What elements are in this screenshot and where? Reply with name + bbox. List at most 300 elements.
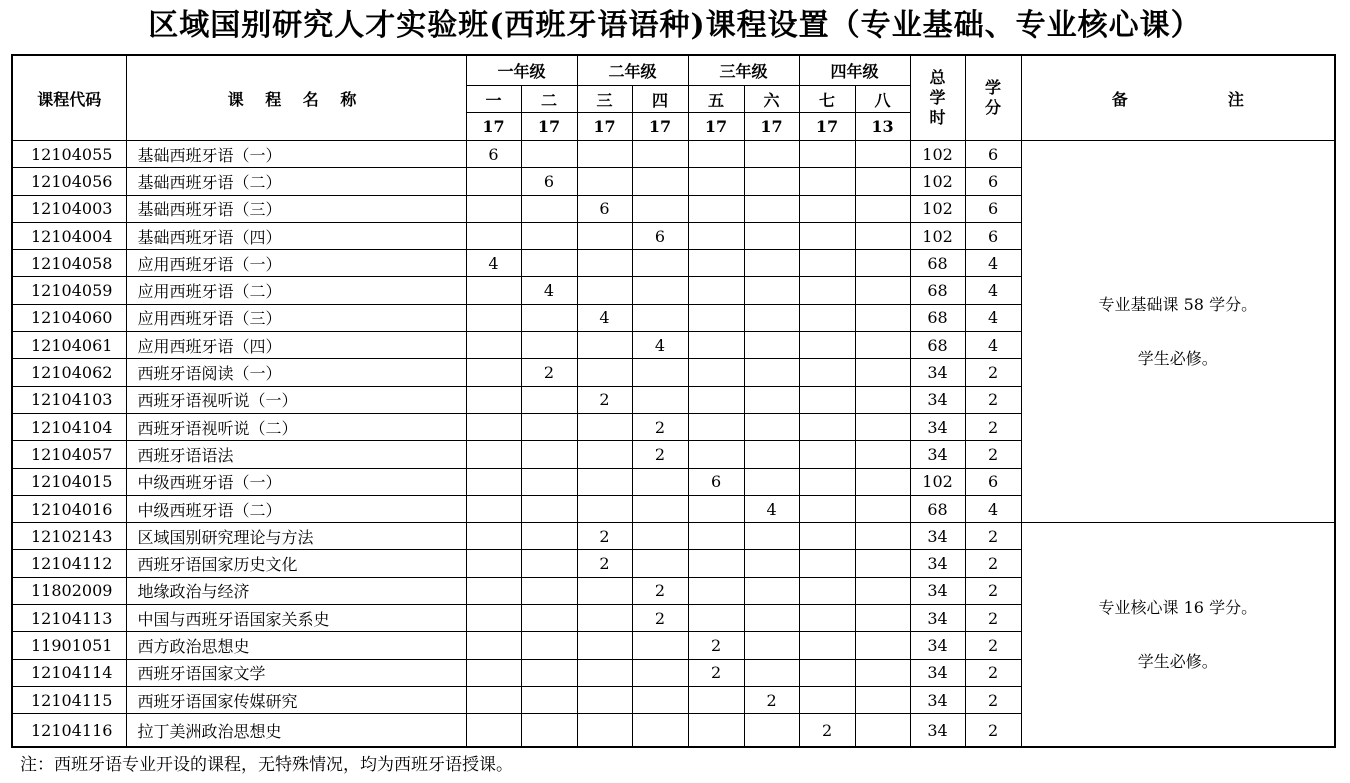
course-code: 11802009 xyxy=(12,577,126,604)
course-code: 12104016 xyxy=(12,495,126,522)
semester-hours-cell xyxy=(799,277,855,304)
course-code: 12104060 xyxy=(12,304,126,331)
credits-cell: 2 xyxy=(965,577,1021,604)
table-row xyxy=(12,141,1335,168)
course-code: 12104004 xyxy=(12,222,126,249)
total-hours-cell: 102 xyxy=(910,468,965,495)
header-course-code: 课程代码 xyxy=(12,55,126,141)
course-name: 西班牙语国家文学 xyxy=(126,659,466,686)
credits-cell: 4 xyxy=(965,250,1021,277)
course-code: 12104062 xyxy=(12,359,126,386)
header-semester: 七 xyxy=(799,86,855,113)
semester-hours-cell xyxy=(466,195,521,222)
semester-hours-cell: 4 xyxy=(577,304,632,331)
semester-hours-cell xyxy=(466,495,521,522)
semester-hours-cell xyxy=(466,686,521,713)
course-name: 西班牙语国家传媒研究 xyxy=(126,686,466,713)
header-weeks: 13 xyxy=(855,113,910,141)
semester-hours-cell xyxy=(688,523,744,550)
total-hours-cell: 34 xyxy=(910,386,965,413)
credits-cell: 2 xyxy=(965,714,1021,748)
semester-hours-cell xyxy=(632,714,688,748)
semester-hours-cell xyxy=(744,141,799,168)
semester-hours-cell xyxy=(855,141,910,168)
semester-hours-cell xyxy=(744,332,799,359)
semester-hours-cell xyxy=(688,277,744,304)
remark-basic-courses xyxy=(1021,141,1335,523)
header-credits-char: 分 xyxy=(985,98,1002,117)
remark-core-courses xyxy=(1021,523,1335,748)
semester-hours-cell xyxy=(744,195,799,222)
header-weeks: 17 xyxy=(466,113,521,141)
course-code: 11901051 xyxy=(12,632,126,659)
credits-cell: 2 xyxy=(965,632,1021,659)
semester-hours-cell xyxy=(632,659,688,686)
semester-hours-cell xyxy=(466,304,521,331)
semester-hours-cell xyxy=(521,195,577,222)
header-credits xyxy=(965,55,1021,141)
semester-hours-cell xyxy=(632,468,688,495)
total-hours-cell: 34 xyxy=(910,714,965,748)
course-name: 中级西班牙语（二） xyxy=(126,495,466,522)
course-name: 应用西班牙语（二） xyxy=(126,277,466,304)
credits-cell: 6 xyxy=(965,168,1021,195)
course-code: 12104115 xyxy=(12,686,126,713)
semester-hours-cell xyxy=(855,468,910,495)
total-hours-cell: 34 xyxy=(910,686,965,713)
semester-hours-cell xyxy=(521,141,577,168)
semester-hours-cell: 2 xyxy=(577,550,632,577)
course-name: 区域国别研究理论与方法 xyxy=(126,523,466,550)
semester-hours-cell: 4 xyxy=(744,495,799,522)
course-name: 应用西班牙语（四） xyxy=(126,332,466,359)
total-hours-cell: 34 xyxy=(910,413,965,440)
semester-hours-cell xyxy=(521,632,577,659)
semester-hours-cell xyxy=(521,495,577,522)
course-code: 12104003 xyxy=(12,195,126,222)
semester-hours-cell xyxy=(688,577,744,604)
semester-hours-cell xyxy=(855,577,910,604)
semester-hours-cell: 6 xyxy=(632,222,688,249)
credits-cell: 2 xyxy=(965,550,1021,577)
course-code: 12104104 xyxy=(12,413,126,440)
semester-hours-cell xyxy=(744,359,799,386)
semester-hours-cell: 2 xyxy=(577,386,632,413)
semester-hours-cell xyxy=(855,195,910,222)
semester-hours-cell xyxy=(466,359,521,386)
semester-hours-cell xyxy=(744,468,799,495)
remark-line: 学生必修。 xyxy=(1137,651,1218,671)
course-name: 基础西班牙语（四） xyxy=(126,222,466,249)
course-code: 12104055 xyxy=(12,141,126,168)
semester-hours-cell xyxy=(632,277,688,304)
semester-hours-cell: 2 xyxy=(632,413,688,440)
total-hours-cell: 34 xyxy=(910,659,965,686)
credits-cell: 2 xyxy=(965,413,1021,440)
semester-hours-cell xyxy=(688,195,744,222)
semester-hours-cell xyxy=(688,359,744,386)
semester-hours-cell xyxy=(855,413,910,440)
course-name: 基础西班牙语（一） xyxy=(126,141,466,168)
course-code: 12104113 xyxy=(12,605,126,632)
semester-hours-cell xyxy=(744,250,799,277)
semester-hours-cell: 2 xyxy=(688,659,744,686)
semester-hours-cell xyxy=(521,250,577,277)
credits-cell: 4 xyxy=(965,332,1021,359)
total-hours-cell: 68 xyxy=(910,250,965,277)
header-weeks: 17 xyxy=(632,113,688,141)
semester-hours-cell xyxy=(577,359,632,386)
header-year-1: 一年级 xyxy=(466,55,577,86)
semester-hours-cell: 2 xyxy=(688,632,744,659)
semester-hours-cell xyxy=(521,413,577,440)
header-year-2: 二年级 xyxy=(577,55,688,86)
credits-cell: 6 xyxy=(965,468,1021,495)
course-name: 中级西班牙语（一） xyxy=(126,468,466,495)
header-credits-char: 学 xyxy=(985,78,1002,97)
course-name: 西班牙语国家历史文化 xyxy=(126,550,466,577)
semester-hours-cell xyxy=(632,359,688,386)
semester-hours-cell xyxy=(688,550,744,577)
semester-hours-cell xyxy=(577,605,632,632)
credits-cell: 2 xyxy=(965,441,1021,468)
semester-hours-cell xyxy=(688,413,744,440)
header-semester: 二 xyxy=(521,86,577,113)
header-semester: 一 xyxy=(466,86,521,113)
semester-hours-cell xyxy=(521,468,577,495)
header-course-name xyxy=(126,55,466,141)
semester-hours-cell xyxy=(799,304,855,331)
semester-hours-cell xyxy=(799,659,855,686)
semester-hours-cell xyxy=(632,686,688,713)
semester-hours-cell xyxy=(744,550,799,577)
credits-cell: 4 xyxy=(965,304,1021,331)
semester-hours-cell xyxy=(855,632,910,659)
semester-hours-cell xyxy=(688,714,744,748)
semester-hours-cell xyxy=(799,495,855,522)
table-row xyxy=(12,523,1335,550)
semester-hours-cell xyxy=(632,495,688,522)
semester-hours-cell xyxy=(466,523,521,550)
semester-hours-cell xyxy=(744,523,799,550)
semester-hours-cell xyxy=(799,359,855,386)
semester-hours-cell xyxy=(577,168,632,195)
total-hours-cell: 68 xyxy=(910,495,965,522)
semester-hours-cell xyxy=(521,523,577,550)
course-code: 12104114 xyxy=(12,659,126,686)
semester-hours-cell: 2 xyxy=(632,441,688,468)
semester-hours-cell xyxy=(521,714,577,748)
semester-hours-cell xyxy=(577,222,632,249)
semester-hours-cell xyxy=(688,250,744,277)
semester-hours-cell xyxy=(744,441,799,468)
course-name: 基础西班牙语（二） xyxy=(126,168,466,195)
semester-hours-cell xyxy=(744,714,799,748)
semester-hours-cell xyxy=(577,468,632,495)
course-name: 应用西班牙语（三） xyxy=(126,304,466,331)
footnote: 注：西班牙语专业开设的课程，无特殊情况，均为西班牙语授课。 xyxy=(20,755,513,775)
semester-hours-cell xyxy=(799,413,855,440)
semester-hours-cell: 2 xyxy=(632,605,688,632)
semester-hours-cell xyxy=(577,250,632,277)
course-code: 12104112 xyxy=(12,550,126,577)
course-code: 12104015 xyxy=(12,468,126,495)
semester-hours-cell xyxy=(799,468,855,495)
semester-hours-cell: 2 xyxy=(577,523,632,550)
remark-line: 专业核心课 16 学分。 xyxy=(1098,597,1258,617)
header-total-hours-char: 时 xyxy=(929,108,946,127)
semester-hours-cell xyxy=(855,359,910,386)
semester-hours-cell xyxy=(855,550,910,577)
header-year-3: 三年级 xyxy=(688,55,799,86)
total-hours-cell: 34 xyxy=(910,632,965,659)
semester-hours-cell: 6 xyxy=(521,168,577,195)
semester-hours-cell xyxy=(466,222,521,249)
total-hours-cell: 102 xyxy=(910,141,965,168)
semester-hours-cell xyxy=(632,550,688,577)
semester-hours-cell xyxy=(577,577,632,604)
total-hours-cell: 102 xyxy=(910,168,965,195)
header-semester: 八 xyxy=(855,86,910,113)
semester-hours-cell xyxy=(577,632,632,659)
course-code: 12104061 xyxy=(12,332,126,359)
semester-hours-cell xyxy=(799,441,855,468)
semester-hours-cell xyxy=(799,577,855,604)
semester-hours-cell xyxy=(855,168,910,195)
semester-hours-cell xyxy=(855,495,910,522)
semester-hours-cell xyxy=(688,304,744,331)
semester-hours-cell xyxy=(632,386,688,413)
semester-hours-cell xyxy=(688,386,744,413)
semester-hours-cell xyxy=(688,441,744,468)
credits-cell: 4 xyxy=(965,495,1021,522)
credits-cell: 2 xyxy=(965,686,1021,713)
header-remarks-left: 备 xyxy=(1111,89,1128,109)
course-code: 12104103 xyxy=(12,386,126,413)
semester-hours-cell xyxy=(577,495,632,522)
semester-hours-cell xyxy=(521,441,577,468)
credits-cell: 2 xyxy=(965,659,1021,686)
course-name: 基础西班牙语（三） xyxy=(126,195,466,222)
course-code: 12104057 xyxy=(12,441,126,468)
course-code: 12104059 xyxy=(12,277,126,304)
semester-hours-cell xyxy=(799,168,855,195)
semester-hours-cell xyxy=(688,605,744,632)
semester-hours-cell xyxy=(466,550,521,577)
semester-hours-cell xyxy=(521,550,577,577)
semester-hours-cell xyxy=(744,386,799,413)
credits-cell: 2 xyxy=(965,523,1021,550)
semester-hours-cell xyxy=(466,714,521,748)
semester-hours-cell xyxy=(632,632,688,659)
course-name: 拉丁美洲政治思想史 xyxy=(126,714,466,748)
course-name: 中国与西班牙语国家关系史 xyxy=(126,605,466,632)
semester-hours-cell xyxy=(632,141,688,168)
semester-hours-cell: 2 xyxy=(799,714,855,748)
semester-hours-cell xyxy=(466,413,521,440)
header-semester: 四 xyxy=(632,86,688,113)
course-code: 12104056 xyxy=(12,168,126,195)
credits-cell: 6 xyxy=(965,195,1021,222)
course-name: 西班牙语视听说（一） xyxy=(126,386,466,413)
semester-hours-cell: 6 xyxy=(466,141,521,168)
credits-cell: 4 xyxy=(965,277,1021,304)
semester-hours-cell xyxy=(855,250,910,277)
total-hours-cell: 34 xyxy=(910,577,965,604)
total-hours-cell: 34 xyxy=(910,441,965,468)
semester-hours-cell xyxy=(799,195,855,222)
semester-hours-cell xyxy=(632,304,688,331)
total-hours-cell: 34 xyxy=(910,523,965,550)
total-hours-cell: 34 xyxy=(910,605,965,632)
semester-hours-cell xyxy=(744,413,799,440)
semester-hours-cell xyxy=(744,577,799,604)
semester-hours-cell xyxy=(744,304,799,331)
semester-hours-cell xyxy=(744,168,799,195)
semester-hours-cell: 2 xyxy=(744,686,799,713)
semester-hours-cell xyxy=(744,659,799,686)
semester-hours-cell xyxy=(466,659,521,686)
credits-cell: 2 xyxy=(965,386,1021,413)
semester-hours-cell xyxy=(466,468,521,495)
semester-hours-cell xyxy=(855,441,910,468)
semester-hours-cell xyxy=(466,605,521,632)
semester-hours-cell: 2 xyxy=(521,359,577,386)
semester-hours-cell xyxy=(632,195,688,222)
header-weeks: 17 xyxy=(688,113,744,141)
semester-hours-cell xyxy=(744,632,799,659)
semester-hours-cell xyxy=(466,632,521,659)
semester-hours-cell xyxy=(577,686,632,713)
remark-line: 专业基础课 58 学分。 xyxy=(1098,294,1258,314)
semester-hours-cell xyxy=(466,577,521,604)
semester-hours-cell xyxy=(799,523,855,550)
semester-hours-cell xyxy=(688,332,744,359)
semester-hours-cell xyxy=(577,441,632,468)
semester-hours-cell xyxy=(799,605,855,632)
semester-hours-cell xyxy=(799,222,855,249)
course-name: 西班牙语语法 xyxy=(126,441,466,468)
header-remarks-right: 注 xyxy=(1227,89,1244,109)
semester-hours-cell xyxy=(799,332,855,359)
semester-hours-cell xyxy=(521,386,577,413)
semester-hours-cell xyxy=(688,222,744,249)
course-name: 西班牙语视听说（二） xyxy=(126,413,466,440)
semester-hours-cell xyxy=(799,550,855,577)
credits-cell: 6 xyxy=(965,141,1021,168)
semester-hours-cell xyxy=(855,277,910,304)
header-year-4: 四年级 xyxy=(799,55,910,86)
semester-hours-cell xyxy=(855,659,910,686)
semester-hours-cell xyxy=(855,304,910,331)
semester-hours-cell xyxy=(688,686,744,713)
course-name: 西方政治思想史 xyxy=(126,632,466,659)
semester-hours-cell xyxy=(521,222,577,249)
semester-hours-cell xyxy=(521,686,577,713)
semester-hours-cell xyxy=(799,686,855,713)
semester-hours-cell xyxy=(799,250,855,277)
semester-hours-cell xyxy=(855,714,910,748)
header-remarks xyxy=(1021,55,1335,141)
header-course-name-text: 课 程 名 称 xyxy=(227,89,365,109)
semester-hours-cell xyxy=(577,277,632,304)
course-name: 应用西班牙语（一） xyxy=(126,250,466,277)
semester-hours-cell xyxy=(577,413,632,440)
semester-hours-cell: 6 xyxy=(688,468,744,495)
semester-hours-cell xyxy=(855,386,910,413)
semester-hours-cell xyxy=(855,605,910,632)
semester-hours-cell xyxy=(466,168,521,195)
total-hours-cell: 68 xyxy=(910,332,965,359)
semester-hours-cell xyxy=(799,141,855,168)
semester-hours-cell: 4 xyxy=(466,250,521,277)
header-weeks: 17 xyxy=(799,113,855,141)
semester-hours-cell xyxy=(855,332,910,359)
header-total-hours-char: 学 xyxy=(929,88,946,107)
semester-hours-cell: 4 xyxy=(632,332,688,359)
header-weeks: 17 xyxy=(744,113,799,141)
course-code: 12104116 xyxy=(12,714,126,748)
course-code: 12104058 xyxy=(12,250,126,277)
semester-hours-cell xyxy=(855,523,910,550)
header-total-hours-char: 总 xyxy=(929,68,946,87)
semester-hours-cell xyxy=(744,277,799,304)
semester-hours-cell: 6 xyxy=(577,195,632,222)
semester-hours-cell xyxy=(466,441,521,468)
semester-hours-cell xyxy=(855,686,910,713)
header-weeks: 17 xyxy=(577,113,632,141)
total-hours-cell: 34 xyxy=(910,359,965,386)
semester-hours-cell xyxy=(466,277,521,304)
semester-hours-cell xyxy=(744,605,799,632)
total-hours-cell: 102 xyxy=(910,222,965,249)
total-hours-cell: 68 xyxy=(910,304,965,331)
course-code: 12102143 xyxy=(12,523,126,550)
semester-hours-cell xyxy=(577,332,632,359)
semester-hours-cell xyxy=(577,141,632,168)
semester-hours-cell xyxy=(466,386,521,413)
header-weeks: 17 xyxy=(521,113,577,141)
semester-hours-cell xyxy=(521,605,577,632)
semester-hours-cell: 2 xyxy=(632,577,688,604)
semester-hours-cell xyxy=(688,495,744,522)
header-semester: 三 xyxy=(577,86,632,113)
semester-hours-cell xyxy=(632,168,688,195)
semester-hours-cell xyxy=(577,714,632,748)
course-name: 地缘政治与经济 xyxy=(126,577,466,604)
semester-hours-cell xyxy=(466,332,521,359)
semester-hours-cell xyxy=(688,141,744,168)
semester-hours-cell xyxy=(521,659,577,686)
semester-hours-cell xyxy=(521,577,577,604)
remark-line: 学生必修。 xyxy=(1137,348,1218,368)
course-name: 西班牙语阅读（一） xyxy=(126,359,466,386)
semester-hours-cell xyxy=(521,332,577,359)
credits-cell: 6 xyxy=(965,222,1021,249)
total-hours-cell: 34 xyxy=(910,550,965,577)
semester-hours-cell: 4 xyxy=(521,277,577,304)
header-total-hours xyxy=(910,55,965,141)
credits-cell: 2 xyxy=(965,359,1021,386)
semester-hours-cell xyxy=(799,386,855,413)
total-hours-cell: 68 xyxy=(910,277,965,304)
semester-hours-cell xyxy=(577,659,632,686)
header-semester: 六 xyxy=(744,86,799,113)
semester-hours-cell xyxy=(855,222,910,249)
semester-hours-cell xyxy=(688,168,744,195)
credits-cell: 2 xyxy=(965,605,1021,632)
semester-hours-cell xyxy=(744,222,799,249)
